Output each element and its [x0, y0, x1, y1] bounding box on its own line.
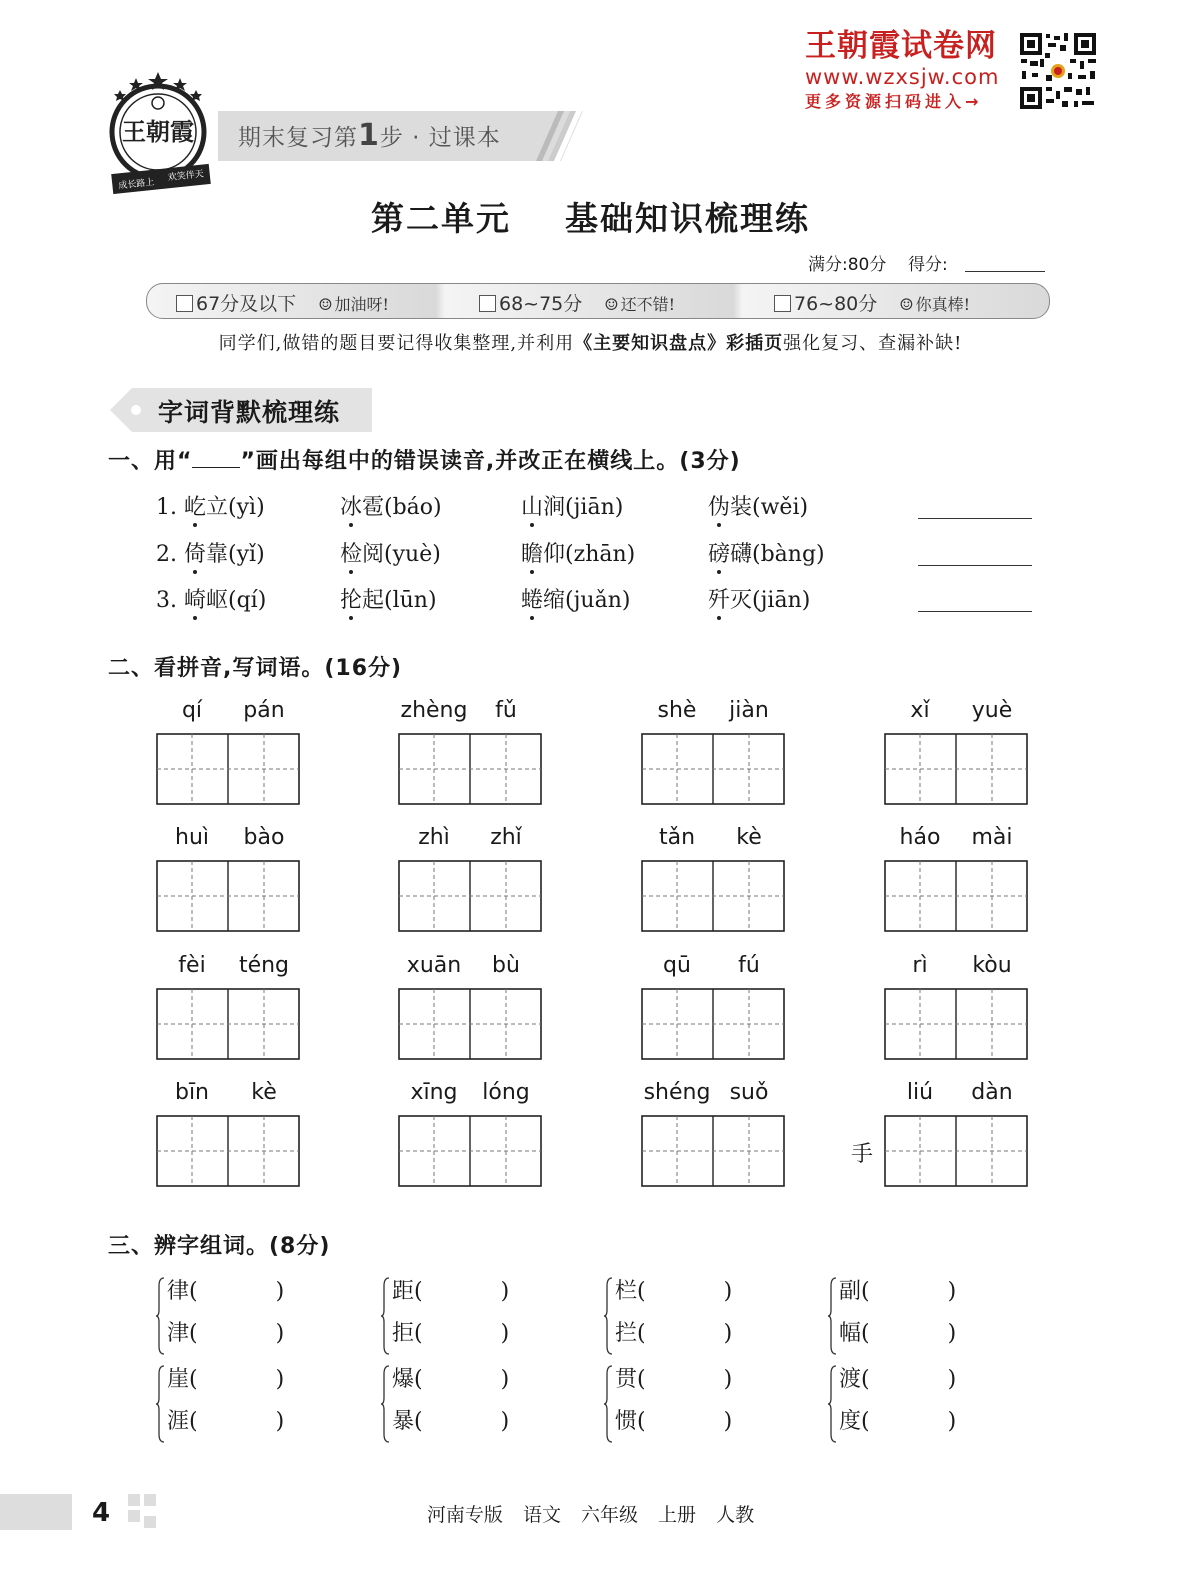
q1-item: 蜷缩(juǎn): [521, 588, 631, 613]
pinyin-label: xǐ: [910, 698, 930, 723]
pinyin-label: pán: [243, 698, 285, 723]
brace-icon: [156, 1364, 166, 1444]
rating-option-3[interactable]: 76~80分 ☺ 你真棒!: [774, 289, 970, 316]
character-grid[interactable]: [156, 860, 300, 932]
pinyin-label: jiàn: [729, 698, 769, 723]
pinyin-label: xīng: [410, 1080, 458, 1105]
smile-icon: ☺: [899, 295, 914, 314]
section-title: 字词背默梳理练: [158, 398, 341, 427]
seal-motto-left: 成长路上: [118, 177, 155, 192]
q1-item: 瞻仰(zhān): [521, 542, 636, 567]
pinyin-label: qí: [181, 698, 203, 723]
score-info: [808, 250, 948, 275]
pinyin-label: fèi: [178, 953, 206, 978]
pinyin-label: suǒ: [729, 1080, 769, 1105]
word-pair-item[interactable]: 栏( ): [615, 1279, 733, 1304]
pinyin-label: lóng: [482, 1080, 530, 1105]
q1-item: 歼灭(jiān): [708, 588, 811, 613]
character-grid[interactable]: [156, 733, 300, 805]
word-pair-item[interactable]: 崖( ): [167, 1367, 285, 1392]
q1-title: 一、用“ ”画出每组中的错误读音,并改正在横线上。(3分): [108, 449, 741, 474]
brace-icon: [828, 1364, 838, 1444]
pinyin-label: bù: [492, 953, 520, 978]
character-grid[interactable]: [641, 860, 785, 932]
pinyin-label: shè: [657, 698, 697, 723]
got-score-label: 得分:: [907, 255, 948, 275]
got-score-field[interactable]: [965, 271, 1045, 272]
pinyin-label: huì: [175, 825, 209, 850]
smile-icon: ☺: [318, 295, 333, 314]
rating-option-2[interactable]: 68~75分 ☺ 还不错!: [479, 289, 675, 316]
word-pair-item[interactable]: 拒( ): [392, 1321, 510, 1346]
word-pair-item[interactable]: 拦( ): [615, 1321, 733, 1346]
q1-item: 磅礴(bàng): [708, 542, 825, 567]
word-pair-item[interactable]: 渡( ): [839, 1367, 957, 1392]
pinyin-label: xuān: [406, 953, 462, 978]
q1-item: 检阅(yuè): [340, 542, 441, 567]
full-score: 满分:80分: [808, 255, 887, 275]
word-pair-item[interactable]: 贯( ): [615, 1367, 733, 1392]
q3-title: 三、辨字组词。(8分): [108, 1234, 331, 1259]
q1-item: 抡起(lūn): [340, 588, 437, 613]
character-grid[interactable]: [398, 860, 542, 932]
pinyin-label: tǎn: [658, 825, 696, 850]
word-pair-item[interactable]: 爆( ): [392, 1367, 510, 1392]
word-pair-item[interactable]: 暴( ): [392, 1409, 510, 1434]
q1-answer-line[interactable]: [918, 518, 1032, 519]
character-grid[interactable]: [641, 988, 785, 1060]
character-grid[interactable]: [398, 733, 542, 805]
pinyin-label: zhǐ: [490, 825, 522, 850]
seal-motto-right: 欢笑伴天: [167, 169, 205, 184]
rating-checkbox[interactable]: [774, 295, 791, 312]
character-grid[interactable]: [156, 988, 300, 1060]
character-grid[interactable]: [884, 1115, 1028, 1187]
brace-icon: [604, 1276, 614, 1356]
page-number: 4: [92, 1498, 111, 1528]
brace-icon: [156, 1276, 166, 1356]
word-pair-item[interactable]: 律( ): [167, 1279, 285, 1304]
brand-more: 更多资源扫码进入→: [805, 92, 983, 111]
word-pair-item[interactable]: 度( ): [839, 1409, 957, 1434]
brand-seal-icon: [108, 70, 218, 194]
character-grid[interactable]: [884, 860, 1028, 932]
pinyin-label: fǔ: [495, 698, 517, 723]
q1-row-1: 1. 屹立(yì): [156, 495, 265, 520]
q1-item: 山涧(jiān): [521, 495, 624, 520]
brand-url[interactable]: www.wzxsjw.com: [805, 65, 1000, 89]
character-grid[interactable]: [398, 1115, 542, 1187]
word-pair-item[interactable]: 距( ): [392, 1279, 510, 1304]
word-pair-item[interactable]: 副( ): [839, 1279, 957, 1304]
pinyin-label: bào: [243, 825, 285, 850]
character-grid[interactable]: [884, 733, 1028, 805]
pinyin-label: bīn: [174, 1080, 210, 1105]
page-title: 第二单元 基础知识梳理练: [371, 199, 810, 238]
smile-icon: ☺: [604, 295, 619, 314]
rating-checkbox[interactable]: [479, 295, 496, 312]
rating-option-1[interactable]: 67分及以下 ☺ 加油呀!: [176, 289, 389, 316]
pinyin-label: liú: [906, 1080, 934, 1105]
pinyin-label: zhì: [418, 825, 450, 850]
pinyin-label: qū: [663, 953, 691, 978]
footer-text: 河南专版 语文 六年级 上册 人教: [426, 1504, 755, 1526]
pinyin-label: shéng: [643, 1080, 711, 1105]
character-grid[interactable]: [641, 1115, 785, 1187]
q1-answer-line[interactable]: [918, 611, 1032, 612]
brace-icon: [604, 1364, 614, 1444]
pinyin-label: kè: [251, 1080, 277, 1105]
prefix-char: 手: [851, 1142, 874, 1167]
q2-title: 二、看拼音,写词语。(16分): [108, 656, 403, 681]
pinyin-label: mài: [971, 825, 1013, 850]
word-pair-item[interactable]: 惯( ): [615, 1409, 733, 1434]
character-grid[interactable]: [156, 1115, 300, 1187]
q1-item: 冰雹(báo): [340, 495, 442, 520]
brand-block: [805, 28, 1015, 114]
word-pair-item[interactable]: 幅( ): [839, 1321, 957, 1346]
word-pair-item[interactable]: 涯( ): [167, 1409, 285, 1434]
pinyin-label: zhèng: [400, 698, 468, 723]
q1-row-3: 3. 崎岖(qí): [156, 588, 267, 613]
pinyin-label: rì: [912, 953, 928, 978]
word-pair-item[interactable]: 津( ): [167, 1321, 285, 1346]
qr-code-icon[interactable]: [1018, 31, 1098, 111]
step-label: 期末复习第1步 · 过课本: [238, 118, 501, 153]
pinyin-label: kè: [736, 825, 762, 850]
brace-icon: [381, 1364, 391, 1444]
q1-item: 伪装(wěi): [708, 495, 809, 520]
step-number: 1: [358, 118, 380, 153]
character-grid[interactable]: [398, 988, 542, 1060]
character-grid[interactable]: [884, 988, 1028, 1060]
pinyin-label: téng: [238, 953, 290, 978]
brand-name: 王朝霞试卷网: [805, 28, 997, 64]
pinyin-label: yuè: [971, 698, 1013, 723]
brace-icon: [381, 1276, 391, 1356]
seal-name: 王朝霞: [122, 117, 194, 146]
brace-icon: [828, 1276, 838, 1356]
q1-row-2: 2. 倚靠(yǐ): [156, 542, 265, 567]
pinyin-label: dàn: [971, 1080, 1013, 1105]
notice-text: 同学们,做错的题目要记得收集整理,并利用《主要知识盘点》彩插页强化复习、查漏补缺!: [218, 333, 963, 354]
character-grid[interactable]: [641, 733, 785, 805]
q1-answer-line[interactable]: [918, 565, 1032, 566]
pinyin-label: fú: [738, 953, 760, 978]
pinyin-label: kòu: [972, 953, 1012, 978]
pinyin-label: háo: [899, 825, 941, 850]
rating-checkbox[interactable]: [176, 295, 193, 312]
